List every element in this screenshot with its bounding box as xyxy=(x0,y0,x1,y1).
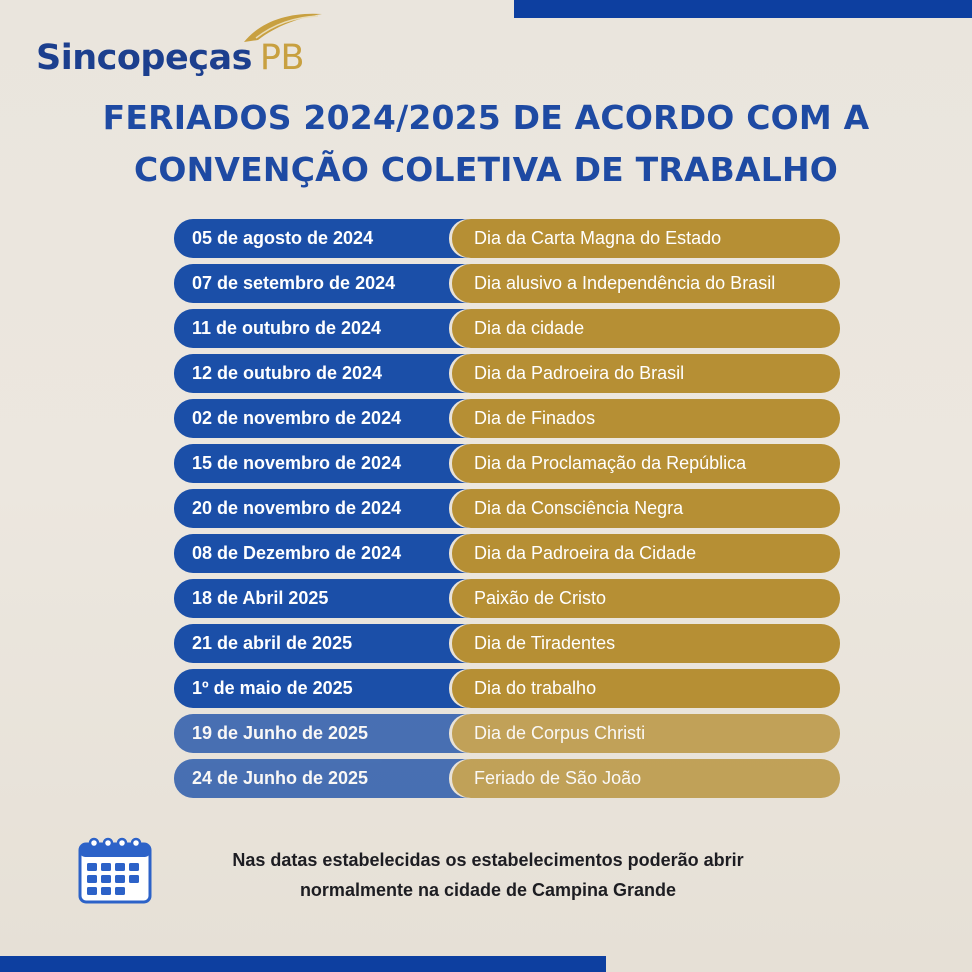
holiday-row xyxy=(174,264,840,303)
holiday-row xyxy=(174,489,840,528)
holiday-row xyxy=(174,624,840,663)
holiday-row xyxy=(174,669,840,708)
holiday-name: Dia da Consciência Negra xyxy=(452,489,840,528)
holiday-date: 1º de maio de 2025 xyxy=(174,669,474,708)
holiday-row xyxy=(174,399,840,438)
holiday-date: 05 de agosto de 2024 xyxy=(174,219,474,258)
holiday-date: 19 de Junho de 2025 xyxy=(174,714,474,753)
holiday-date: 21 de abril de 2025 xyxy=(174,624,474,663)
holiday-date: 11 de outubro de 2024 xyxy=(174,309,474,348)
footer-line-1: Nas datas estabelecidas os estabelecimentos poderão abrir xyxy=(232,850,744,870)
holiday-date: 24 de Junho de 2025 xyxy=(174,759,474,798)
holiday-name: Dia de Corpus Christi xyxy=(452,714,840,753)
holiday-date: 20 de novembro de 2024 xyxy=(174,489,474,528)
holiday-date: 18 de Abril 2025 xyxy=(174,579,474,618)
holiday-name: Dia alusivo a Independência do Brasil xyxy=(452,264,840,303)
holiday-date: 12 de outubro de 2024 xyxy=(174,354,474,393)
bottom-accent-bar xyxy=(0,956,606,972)
holiday-name: Dia de Finados xyxy=(452,399,840,438)
holiday-name: Dia do trabalho xyxy=(452,669,840,708)
page-title xyxy=(100,92,872,196)
holiday-row xyxy=(174,759,840,798)
holiday-name: Feriado de São João xyxy=(452,759,840,798)
holiday-row xyxy=(174,354,840,393)
holiday-date: 07 de setembro de 2024 xyxy=(174,264,474,303)
logo-suffix: PB xyxy=(259,38,305,78)
holiday-row xyxy=(174,219,840,258)
holiday-name: Paixão de Cristo xyxy=(452,579,840,618)
footer-line-2: normalmente na cidade de Campina Grande xyxy=(299,880,677,900)
holiday-row xyxy=(174,579,840,618)
holiday-date: 15 de novembro de 2024 xyxy=(174,444,474,483)
holiday-row xyxy=(174,714,840,753)
footer-note xyxy=(170,845,806,905)
holiday-name: Dia da Padroeira da Cidade xyxy=(452,534,840,573)
holiday-name: Dia de Tiradentes xyxy=(452,624,840,663)
holiday-name: Dia da Padroeira do Brasil xyxy=(452,354,840,393)
holiday-name: Dia da Carta Magna do Estado xyxy=(452,219,840,258)
holiday-date: 08 de Dezembro de 2024 xyxy=(174,534,474,573)
holidays-table xyxy=(174,219,840,804)
holiday-row xyxy=(174,444,840,483)
title-line-2: CONVENÇÃO COLETIVA DE TRABALHO xyxy=(133,150,839,189)
holiday-row xyxy=(174,534,840,573)
title-line-1: FERIADOS 2024/2025 DE ACORDO COM A xyxy=(102,98,870,137)
logo-name: Sincopeças xyxy=(36,38,252,78)
sincopecas-logo xyxy=(36,20,336,80)
top-accent-bar xyxy=(514,0,972,18)
holiday-name: Dia da Proclamação da República xyxy=(452,444,840,483)
holiday-date: 02 de novembro de 2024 xyxy=(174,399,474,438)
holiday-row xyxy=(174,309,840,348)
holiday-name: Dia da cidade xyxy=(452,309,840,348)
calendar-icon xyxy=(78,836,152,904)
